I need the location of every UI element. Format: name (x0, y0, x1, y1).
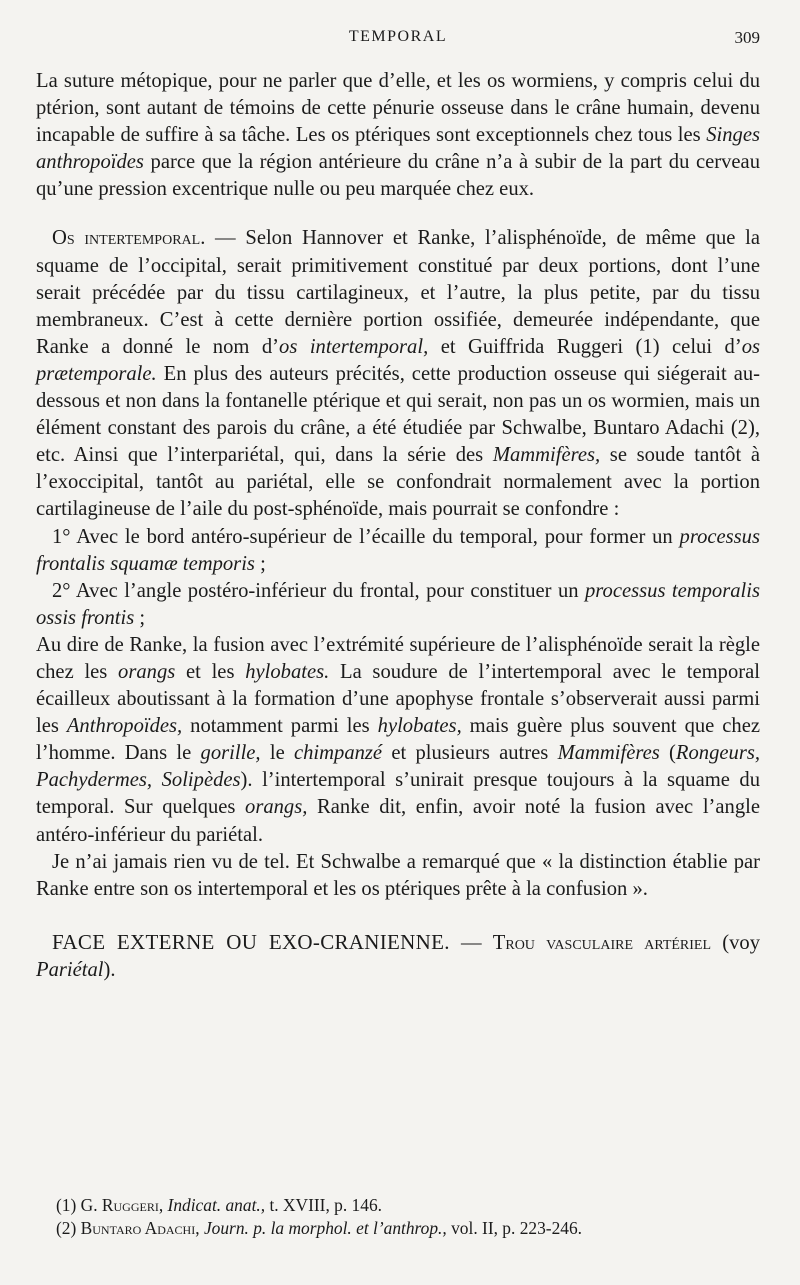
italic-term: os prætemporale. (36, 335, 760, 385)
italic-term: processus temporalis ossis frontis (36, 579, 760, 629)
text-run: 1° Avec le bord antéro-supérieur de l’écaille du temporal, pour former un (52, 525, 680, 548)
italic-term: Singes anthropoïdes (36, 124, 760, 174)
footnote-number: (1) (56, 1195, 81, 1215)
footnotes (56, 1194, 760, 1240)
footnote-author: Buntaro Adachi, (80, 1218, 200, 1238)
section-subtitle: Trou vasculaire artériel (492, 931, 712, 954)
text-run: parce que la région antérieure du crâne n’a à subir de la part du cerveau qu’une pression excentrique nulle ou peu marquée chez eux. (36, 151, 760, 201)
italic-term: Mammifères (557, 742, 660, 765)
footnote-number: (2) (56, 1218, 81, 1238)
list-item-2 (36, 578, 760, 632)
text-run: ; (134, 606, 146, 629)
paragraph-ranke (36, 632, 760, 849)
text-run: et Guiffrida Ruggeri (1) celui d’ (428, 335, 742, 358)
text-run: et les (175, 660, 246, 683)
italic-term: os intertemporal, (279, 335, 429, 358)
footnote-author: G. Ruggeri, (80, 1195, 164, 1215)
text-run: ). (103, 958, 116, 981)
paragraph-heading: Os intertemporal. (52, 227, 206, 250)
text-run: et plusieurs autres (382, 742, 558, 765)
text-run: notamment parmi les (182, 715, 378, 738)
running-header (36, 28, 760, 52)
text-run: La suture métopique, pour ne parler que d’elle, et les os wormiens, y compris celui du ptérion, sont autant de témoins de cette pénurie osseuse dans le crâne humain, devenu incapable de suffire à sa tâche. Les os ptériques sont exceptionnels chez tous les (36, 70, 760, 147)
italic-term: chimpanzé (294, 742, 383, 765)
cross-reference: Pariétal (36, 958, 104, 981)
italic-term: hylobates. (245, 660, 330, 683)
paragraph-schwalbe: Je n’ai jamais rien vu de tel. Et Schwalbe a remarqué que « la distinction établie par Ranke entre son os intertemporal et les os ptériques prête à la confusion ». (36, 850, 760, 900)
italic-term: processus frontalis squamæ temporis (36, 525, 760, 575)
text-run: (voy (711, 931, 760, 954)
text-run: le (260, 742, 294, 765)
body-text (36, 68, 760, 984)
text-run: se soude tantôt à l’exoccipital, tantôt au pariétal, elle se confondrait normalement avec la portion cartilagineuse de l’aile du post-sphénoïde, mais pourrait se confondre : (36, 444, 760, 521)
running-title: TEMPORAL (348, 28, 448, 45)
text-run: ( (659, 742, 676, 765)
italic-term: Anthropoïdes, (66, 715, 183, 738)
footnote-1 (56, 1194, 760, 1217)
text-run: Au dire de Ranke, la fusion avec l’extrémité supérieure de l’alisphénoïde serait la règle chez les (36, 633, 760, 683)
italic-term: orangs, (245, 796, 308, 819)
list-item-1 (36, 524, 760, 578)
footnote-2 (56, 1217, 760, 1240)
paragraph-os-intertemporal (36, 225, 760, 523)
italic-term: Mammifères, (492, 444, 601, 467)
text-run: t. XVIII, p. 146. (265, 1195, 382, 1215)
text-run: La soudure de l’intertemporal avec le temporal écailleux aboutissant à la formation d’une apophyse frontale s’observerait aussi parmi les (36, 660, 760, 738)
text-run: ). l’intertemporal s’unirait presque toujours à la squame du temporal. Sur quelques (36, 769, 761, 819)
italic-term: Rongeurs, Pachydermes, Solipèdes (36, 742, 760, 792)
italic-term: hylobates, (377, 715, 462, 738)
text-run: 2° Avec l’angle postéro-inférieur du frontal, pour constituer un (52, 579, 585, 602)
text-run: mais guère plus souvent que chez l’homme. Dans le (36, 715, 760, 765)
text-run: vol. II, p. 223-246. (446, 1218, 583, 1238)
page-number: 309 (734, 28, 760, 47)
section-title: FACE EXTERNE OU EXO-CRANIENNE. (52, 929, 450, 954)
italic-term: orangs (118, 660, 176, 683)
text-run: — Selon Hannover et Ranke, l’alisphénoïde, de même que la squame de l’occipital, serait primitivement constitué par deux portions, dont l’une serait précédée par du tissu cartilagineux, et l’autre, la plus petite, par du tissu membraneux. C’est à cette dernière portion ossifiée, demeurée indépendante, que Ranke a donné le nom d’ (36, 227, 760, 358)
text-run: ; (254, 552, 266, 575)
footnote-work: Journ. p. la morphol. et l’anthrop., (203, 1218, 447, 1238)
text-run: — (449, 931, 493, 954)
italic-term: gorille, (200, 742, 261, 765)
footnote-work: Indicat. anat., (167, 1195, 266, 1215)
text-run: Ranke dit, enfin, avoir noté la fusion avec l’angle antéro-inférieur du pariétal. (36, 796, 760, 846)
paragraph-metopic-suture (36, 68, 760, 203)
text-run: En plus des auteurs précités, cette production osseuse qui siégerait au-dessous et non dans la fontanelle ptérique et qui serait, non pas un os wormien, mais un élément constant des parois du crâne, a été étudiée par Schwalbe, Buntaro Adachi (2), etc. Ainsi que l’interpariétal, qui, dans la série des (36, 362, 760, 467)
section-heading (36, 929, 760, 984)
